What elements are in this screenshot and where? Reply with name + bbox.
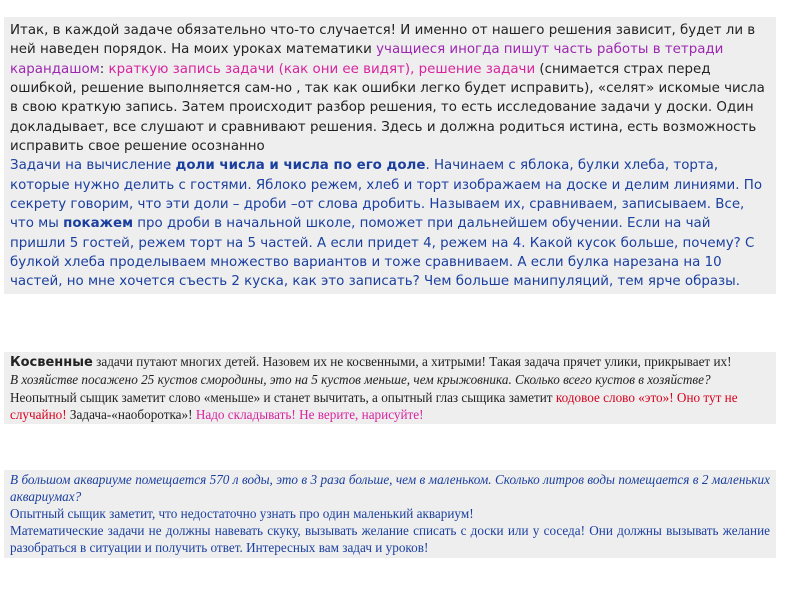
p2-text-e: про дроби в начальной школе, поможет при дальнейшем обучении. Если на чай пришли 5 гостей, режем торт на 5 частей. А если придет 4, режем на 4. Какой кусок больше, почему? С булкой хлеба проделываем множество вариантов и тоже сравниваем. А если булка нарезана на 10 частей, но мне хочется съесть 2 куска, как это записать? Чем больше манипуляций, тем ярче образы.: [10, 216, 755, 290]
text-block-2: [4, 352, 776, 424]
indirect-lead-word: Косвенные: [10, 355, 93, 370]
closing-text: Математические задачи не должны навевать скуку, вызывать желание списать с доски или у соседа! Они должны вызывать желание разобраться в ситуации и получить ответ. Интересных вам задач и уроков!: [10, 523, 770, 556]
aquarium-task: В большом аквариуме помещается 570 л воды, это в 3 раза больше, чем в маленьком. Сколько литров воды помещается в 2 маленьких аквариумах?: [10, 472, 770, 505]
p1-highlight-short-record: краткую запись задачи (как они ее видят), решение задачи: [108, 61, 536, 77]
detective-line: [10, 389, 770, 424]
p2-text-a: Задачи на вычисление: [10, 158, 176, 174]
p2-text-c: . Начинаем с яблока, булки хлеба, торта, которые нужно делить с гостями. Яблоко режем, хлеб и торт изображаем на доске и делим линиями. По секрету говорим, что эти доли – дроби –от слова дробить. Называем их, сравниваем, записываем. Все, что мы: [10, 158, 763, 232]
indirect-tasks-line: [10, 353, 770, 371]
indirect-tasks-text: задачи путают многих детей. Назовем их не косвенными, а хитрыми! Такая задача прячет улики, прикрывает их!: [92, 354, 732, 369]
reverse-task-text: Задача-«наоборотка»!: [66, 406, 196, 422]
paragraph-2: [10, 156, 770, 291]
p2-bold-fractions: доли числа и числа по его доле: [175, 158, 426, 174]
paragraph-1: [10, 21, 770, 156]
p1-text-a: Итак, в каждой задаче обязательно что-то случается! И именно от нашего решения зависит, будет ли в ней наведен порядок. На моих уроках математики: [10, 23, 756, 58]
p1-text-colon: :: [99, 61, 109, 77]
code-word-highlight: кодовое слово «это»! Оно тут не случайно!: [10, 389, 738, 422]
p1-highlight-pencil: учащиеся иногда пишут часть работы в тетради карандашом: [10, 42, 724, 77]
currant-task: В хозяйстве посажено 25 кустов смородины, это на 5 кустов меньше, чем крыжовника. Сколько всего кустов в хозяйстве?: [10, 372, 711, 388]
text-block-1: [4, 17, 776, 294]
add-highlight: Надо складывать! Не верите, нарисуйте!: [195, 406, 424, 422]
p1-text-e: (снимается страх перед ошибкой, решение выполняется сам-но , так как ошибки легко будет исправить), «селят» искомые числа в свою краткую запись. Затем происходит разбор решения, то есть исследование задачи у доски. Один докладывает, все слушают и сравнивают решения. Здесь и должна родиться истина, есть возможность исправить свое решение осознанно: [10, 61, 765, 155]
detective-text-a: Неопытный сыщик заметит слово «меньше» и станет вычитать, а опытный глаз сыщика заметит: [10, 389, 556, 405]
text-block-3: [4, 470, 776, 558]
aquarium-hint: Опытный сыщик заметит, что недостаточно узнать про один маленький аквариум!: [10, 506, 474, 522]
p2-bold-show: покажем: [63, 216, 134, 232]
